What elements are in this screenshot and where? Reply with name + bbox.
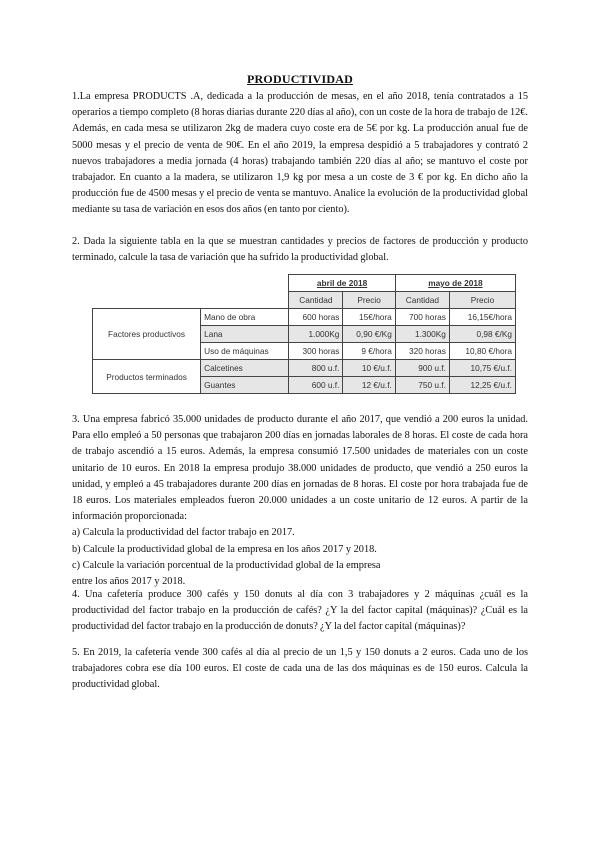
cell-qty-1: 600 horas — [289, 309, 343, 326]
cell-qty-1: 600 u.f. — [289, 377, 343, 394]
cell-price-1: 0,90 €/Kg — [343, 326, 395, 343]
table-header-row — [93, 275, 516, 292]
row-label: Calcetines — [201, 360, 289, 377]
problem-2 — [72, 234, 528, 266]
table-row — [93, 360, 516, 377]
cell-price-1: 9 €/hora — [343, 343, 395, 360]
problem-3-item-c-cont: entre los años 2017 y 2018. — [72, 576, 186, 588]
period-2-header: mayo de 2018 — [395, 275, 515, 292]
problem-1-text: 1.La empresa PRODUCTS .A, dedicada a la producción de mesas, en el año 2018, tenía contratados a 15 operarios a tiempo completo (8 horas diarias durante 220 días al año), con un coste de la hora de trabajo de 12€. Además, en cada mesa se utilizaron 2kg de madera cuyo coste era de 5€ por kg. La producción anual fue de 5000 mesas y el precio de venta de 90€. En el año 2019, la empresa despidió a 5 trabajadores y contrató 2 nuevos trabajadores a media jornada (4 horas) trabajando también 220 días al año; se mantuvo el coste por trabajador. En cuanto a la madera, se utilizaron 1,9 kg por mesa a un coste de 3 € por kg. En dicho año la producción fue de 4500 mesas y el precio de venta se mantuvo. Analice la evolución de la productividad global mediante su tasa de variación en esos dos años (en tanto por ciento). — [72, 91, 528, 216]
cell-price-2: 0,98 €/Kg — [449, 326, 515, 343]
problem-3 — [72, 412, 528, 590]
cell-price-1: 12 €/u.f. — [343, 377, 395, 394]
problem-5 — [72, 645, 528, 694]
production-table — [92, 274, 516, 394]
problem-5-text: 5. En 2019, la cafetería vende 300 cafés al día al precio de un 1,5 y 150 donuts a 2 euros. Cada uno de los trabajadores cobra ese día 100 euros. El coste de cada una de las dos máquinas es de 150 euros. Calcula la productividad global. — [72, 647, 528, 691]
cell-qty-1: 1.000Kg — [289, 326, 343, 343]
table-corner — [93, 275, 289, 292]
cell-qty-2: 750 u.f. — [395, 377, 449, 394]
problem-4-text: 4. Una cafetería produce 300 cafés y 150 donuts al día con 3 trabajadores y 2 máquinas ¿cuál es la productividad del factor trabajo en la producción de cafés? ¿Y la del factor capital (máquinas)? ¿Cuál es la productividad del factor trabajo en la producción de donuts? ¿Y la del factor capital (máquinas)? — [72, 589, 528, 633]
problem-3-text: 3. Una empresa fabricó 35.000 unidades de producto durante el año 2017, que vendió a 200 euros la unidad. Para ello empleó a 50 personas que trabajaron 200 días en jornadas laborales de 8 horas. El coste de cada hora de trabajo ascendió a 15 euros. Además, la empresa consumió 17.500 unidades de materiales con un coste unitario de 10 euros. En 2018 la empresa produjo 38.000 unidades de producto, que vendió a 250 euros la unidad, y empleó a 45 trabajadores durante 200 días en jornadas de 8 horas. El coste por hora trabajada fue de 18 euros. Los materiales empleados fueron 20.000 unidades a un coste unitario de 12 euros. A partir de la información proporcionada: — [72, 414, 528, 523]
problem-3-item-c: c) Calcule la variación porcentual de la productividad global de la empresa — [72, 559, 381, 571]
cell-qty-1: 300 horas — [289, 343, 343, 360]
document-title: PRODUCTIVIDAD — [247, 72, 353, 86]
cell-price-2: 10,75 €/u.f. — [449, 360, 515, 377]
cell-qty-2: 900 u.f. — [395, 360, 449, 377]
group-factores: Factores productivos — [93, 309, 201, 360]
table-subheader-row — [93, 292, 516, 309]
cell-price-2: 16,15€/hora — [449, 309, 515, 326]
problem-4 — [72, 587, 528, 636]
cell-price-1: 10 €/u.f. — [343, 360, 395, 377]
table-row — [93, 309, 516, 326]
cell-price-2: 12,25 €/u.f. — [449, 377, 515, 394]
row-label: Mano de obra — [201, 309, 289, 326]
period-1-header: abril de 2018 — [289, 275, 396, 292]
row-label: Guantes — [201, 377, 289, 394]
cell-qty-2: 1.300Kg — [395, 326, 449, 343]
col-qty-2: Cantidad — [395, 292, 449, 309]
cell-qty-1: 800 u.f. — [289, 360, 343, 377]
group-productos: Productos terminados — [93, 360, 201, 394]
col-price-1: Precio — [343, 292, 395, 309]
problem-2-text: 2. Dada la siguiente tabla en la que se muestran cantidades y precios de factores de producción y producto terminado, calcule la tasa de variación que ha sufrido la productividad global. — [72, 236, 528, 264]
col-price-2: Precio — [449, 292, 515, 309]
row-label: Lana — [201, 326, 289, 343]
table-corner-2 — [93, 292, 289, 309]
cell-qty-2: 320 horas — [395, 343, 449, 360]
row-label: Uso de máquinas — [201, 343, 289, 360]
cell-qty-2: 700 horas — [395, 309, 449, 326]
cell-price-1: 15€/hora — [343, 309, 395, 326]
problem-3-item-a: a) Calcula la productividad del factor trabajo en 2017. — [72, 527, 295, 539]
problem-3-item-b: b) Calcule la productividad global de la empresa en los años 2017 y 2018. — [72, 543, 377, 555]
cell-price-2: 10,80 €/hora — [449, 343, 515, 360]
problem-1 — [72, 72, 528, 219]
col-qty-1: Cantidad — [289, 292, 343, 309]
